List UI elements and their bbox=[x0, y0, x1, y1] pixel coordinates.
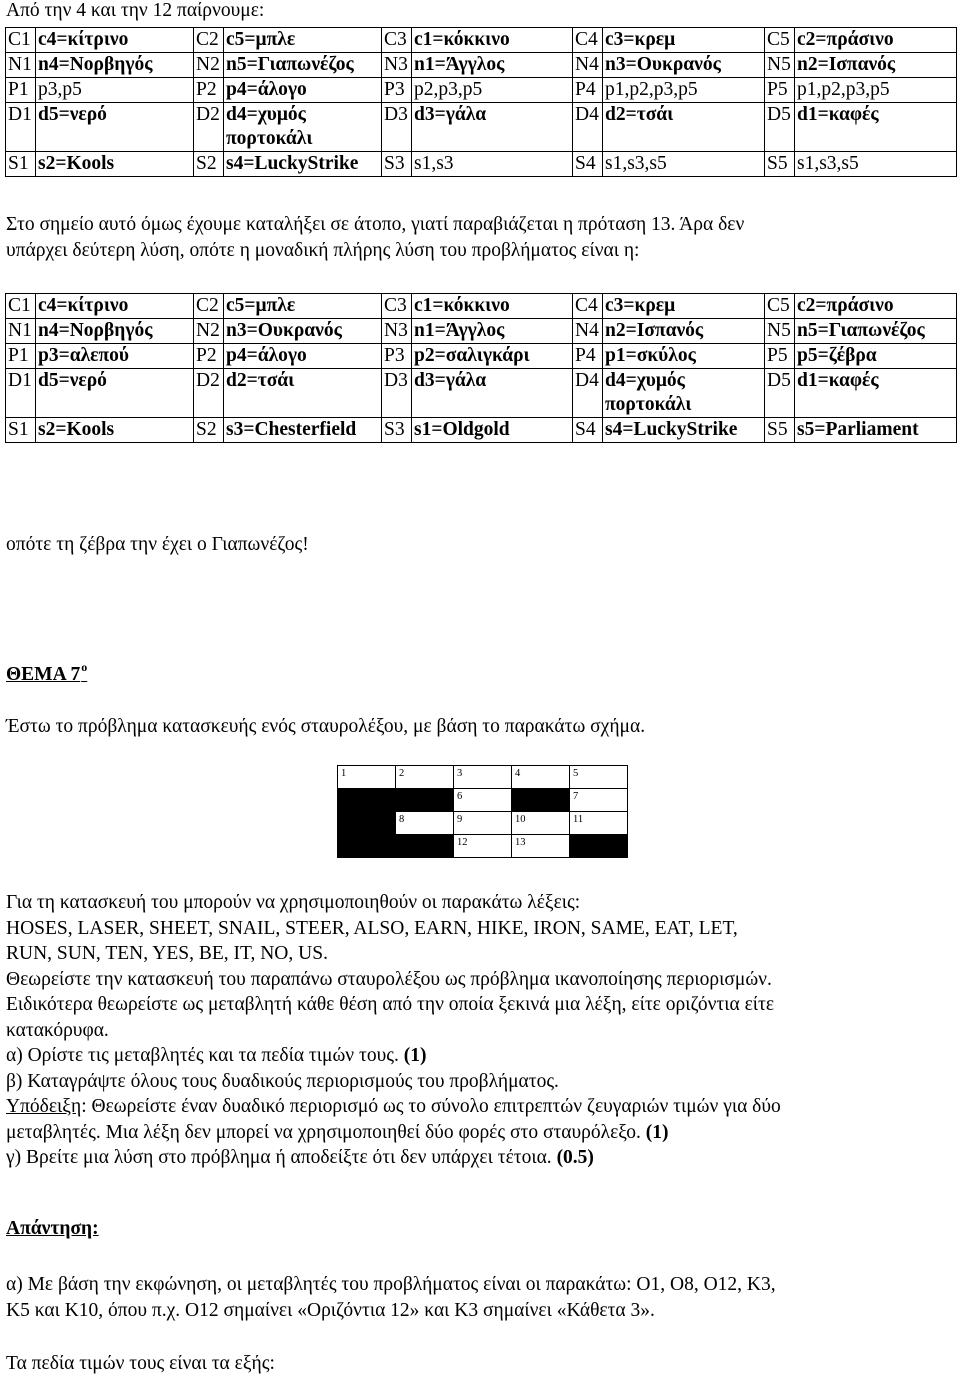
crossword-cell bbox=[454, 766, 512, 789]
section-heading-sup: ο bbox=[81, 660, 88, 674]
value-cell: p3=αλεπού bbox=[36, 344, 194, 369]
value-cell: p1=σκύλος bbox=[603, 344, 765, 369]
value-cell: n5=Γιαπωνέζος bbox=[795, 319, 957, 344]
value-cell: p1,p2,p3,p5 bbox=[603, 78, 765, 103]
crossword-row bbox=[338, 835, 628, 858]
value-cell: c4=κίτρινο bbox=[36, 294, 194, 319]
value-cell: d3=γάλα bbox=[412, 369, 573, 418]
value-cell: s4=LuckyStrike bbox=[224, 152, 382, 177]
crossword-cell bbox=[396, 812, 454, 835]
value-cell: c5=μπλε bbox=[224, 28, 382, 53]
crossword-cell bbox=[454, 789, 512, 812]
crossword-cell bbox=[570, 812, 628, 835]
variable-cell: P2 bbox=[194, 344, 224, 369]
value-cell: s3=Chesterfield bbox=[224, 418, 382, 443]
crossword-row bbox=[338, 789, 628, 812]
value-cell: c1=κόκκινο bbox=[412, 294, 573, 319]
cell-number: 11 bbox=[573, 814, 584, 825]
value-cell: n1=Άγγλος bbox=[412, 319, 573, 344]
variable-cell: N3 bbox=[382, 319, 412, 344]
value-cell: c3=κρεμ bbox=[603, 294, 765, 319]
variable-cell: N5 bbox=[765, 53, 795, 78]
value-cell: n3=Ουκρανός bbox=[603, 53, 765, 78]
variable-cell: S2 bbox=[194, 418, 224, 443]
value-cell: n1=Άγγλος bbox=[412, 53, 573, 78]
answer-heading: Απάντηση: bbox=[6, 1218, 99, 1239]
crossword-cell bbox=[512, 812, 570, 835]
variable-cell: S3 bbox=[382, 418, 412, 443]
word-list-line: RUN, SUN, TEN, YES, BE, IT, NO, US. bbox=[6, 943, 328, 964]
value-cell: p4=άλογο bbox=[224, 78, 382, 103]
value-cell: d2=τσάι bbox=[224, 369, 382, 418]
question-b: β) Καταγράψτε όλους τους δυαδικούς περιορισμούς του προβλήματος. bbox=[6, 1070, 559, 1092]
word-list-line: HOSES, LASER, SHEET, SNAIL, STEER, ALSO, EARN, HIKE, IRON, SAME, EAT, LET, bbox=[6, 917, 738, 939]
variable-cell: D5 bbox=[765, 369, 795, 418]
value-cell: s1=Oldgold bbox=[412, 418, 573, 443]
question-a bbox=[6, 1043, 954, 1069]
table-row bbox=[6, 344, 957, 369]
value-cell: n3=Ουκρανός bbox=[224, 319, 382, 344]
body-line: Θεωρείστε την κατασκευή του παραπάνω σταυρολέξου ως πρόβλημα ικανοποίησης περιορισμών. bbox=[6, 968, 772, 990]
task-body bbox=[6, 890, 954, 1171]
question-a-text: α) Ορίστε τις μεταβλητές και τα πεδία τιμών τους. bbox=[6, 1045, 404, 1066]
variable-cell: C1 bbox=[6, 28, 36, 53]
variable-cell: P3 bbox=[382, 78, 412, 103]
variable-cell: N2 bbox=[194, 53, 224, 78]
variable-cell: P5 bbox=[765, 344, 795, 369]
variable-cell: C2 bbox=[194, 294, 224, 319]
variable-cell: P2 bbox=[194, 78, 224, 103]
value-cell: s1,s3,s5 bbox=[603, 152, 765, 177]
crossword-block bbox=[570, 835, 628, 858]
table-row bbox=[6, 319, 957, 344]
value-cell: p2,p3,p5 bbox=[412, 78, 573, 103]
variable-cell: S5 bbox=[765, 152, 795, 177]
value-cell: p5=ζέβρα bbox=[795, 344, 957, 369]
crossword-cell bbox=[570, 766, 628, 789]
value-cell: c1=κόκκινο bbox=[412, 28, 573, 53]
value-cell: d2=τσάι bbox=[603, 103, 765, 152]
crossword-block bbox=[396, 789, 454, 812]
domains-table bbox=[5, 27, 957, 177]
body-line: Ειδικότερα θεωρείστε ως μεταβλητή κάθε θέση από την οποία ξεκινά μια λέξη, είτε οριζόντια είτε bbox=[6, 994, 775, 1015]
crossword-cell bbox=[396, 766, 454, 789]
value-cell: p1,p2,p3,p5 bbox=[795, 78, 957, 103]
variable-cell: C4 bbox=[573, 294, 603, 319]
cell-number: 8 bbox=[399, 814, 405, 825]
variable-cell: S5 bbox=[765, 418, 795, 443]
crossword-cell bbox=[338, 766, 396, 789]
crossword-cell bbox=[454, 835, 512, 858]
table-row bbox=[6, 53, 957, 78]
hint-text-2: μεταβλητές. Μια λέξη δεν μπορεί να χρησιμοποιηθεί δύο φορές στο σταυρόλεξο. bbox=[6, 1121, 646, 1143]
crossword-row bbox=[338, 812, 628, 835]
table-row bbox=[6, 28, 957, 53]
variable-cell: N3 bbox=[382, 53, 412, 78]
cell-number: 3 bbox=[457, 768, 463, 779]
crossword-block bbox=[338, 835, 396, 858]
table-row bbox=[6, 152, 957, 177]
variable-cell: S3 bbox=[382, 152, 412, 177]
value-cell: c5=μπλε bbox=[224, 294, 382, 319]
variable-cell: P4 bbox=[573, 78, 603, 103]
section-heading-text: ΘΕΜΑ 7 bbox=[6, 664, 81, 685]
value-cell: n4=Νορβηγός bbox=[36, 53, 194, 78]
section-heading bbox=[6, 660, 87, 686]
value-cell: d1=καφές bbox=[795, 103, 957, 152]
variable-cell: P1 bbox=[6, 344, 36, 369]
variable-cell: C5 bbox=[765, 294, 795, 319]
variable-cell: D3 bbox=[382, 103, 412, 152]
table-row bbox=[6, 369, 957, 418]
variable-cell: D5 bbox=[765, 103, 795, 152]
domains-intro: Τα πεδία τιμών τους είναι τα εξής: bbox=[6, 1353, 275, 1374]
crossword-block bbox=[338, 812, 396, 835]
variable-cell: P1 bbox=[6, 78, 36, 103]
question-c-text: γ) Βρείτε μια λύση στο πρόβλημα ή αποδείξτε ότι δεν υπάρχει τέτοια. bbox=[6, 1147, 557, 1168]
variable-cell: N1 bbox=[6, 53, 36, 78]
paragraph-line: υπάρχει δεύτερη λύση, οπότε η μοναδική πλήρης λύση του προβλήματος είναι η: bbox=[6, 239, 640, 261]
value-cell: c2=πράσινο bbox=[795, 28, 957, 53]
hint-text: : Θεωρείστε έναν δυαδικό περιορισμό ως το σύνολο επιτρεπτών ζευγαριών τιμών για δύο bbox=[81, 1096, 781, 1117]
table-row bbox=[6, 294, 957, 319]
table-row bbox=[6, 78, 957, 103]
variable-cell: C4 bbox=[573, 28, 603, 53]
variable-cell: N5 bbox=[765, 319, 795, 344]
cell-number: 10 bbox=[515, 814, 526, 825]
hint-line-2 bbox=[6, 1120, 954, 1146]
answer-line: K5 και K10, όπου π.χ. O12 σημαίνει «Οριζόντια 12» και K3 σημαίνει «Κάθετα 3». bbox=[6, 1299, 655, 1321]
solution-table bbox=[5, 293, 957, 443]
conclusion-line: οπότε τη ζέβρα την έχει ο Γιαπωνέζος! bbox=[6, 534, 309, 555]
value-cell: n2=Ισπανός bbox=[795, 53, 957, 78]
value-cell: d3=γάλα bbox=[412, 103, 573, 152]
value-cell: d4=χυμός πορτοκάλι bbox=[603, 369, 765, 418]
value-cell: s2=Kools bbox=[36, 152, 194, 177]
value-cell: c2=πράσινο bbox=[795, 294, 957, 319]
value-cell: p3,p5 bbox=[36, 78, 194, 103]
body-line: κατακόρυφα. bbox=[6, 1019, 109, 1041]
crossword-block bbox=[396, 835, 454, 858]
variable-cell: S4 bbox=[573, 418, 603, 443]
variable-cell: D3 bbox=[382, 369, 412, 418]
question-c bbox=[6, 1145, 954, 1171]
value-cell: s1,s3,s5 bbox=[795, 152, 957, 177]
answer-paragraph bbox=[6, 1272, 954, 1323]
value-cell: d5=νερό bbox=[36, 369, 194, 418]
variable-cell: S4 bbox=[573, 152, 603, 177]
variable-cell: D1 bbox=[6, 103, 36, 152]
crossword-block bbox=[512, 789, 570, 812]
crossword-cell bbox=[512, 766, 570, 789]
variable-cell: N4 bbox=[573, 53, 603, 78]
value-cell: p2=σαλιγκάρι bbox=[412, 344, 573, 369]
value-cell: n4=Νορβηγός bbox=[36, 319, 194, 344]
value-cell: p4=άλογο bbox=[224, 344, 382, 369]
value-cell: d4=χυμός πορτοκάλι bbox=[224, 103, 382, 152]
value-cell: n5=Γιαπωνέζος bbox=[224, 53, 382, 78]
variable-cell: C3 bbox=[382, 28, 412, 53]
question-a-points: (1) bbox=[403, 1045, 427, 1066]
value-cell: s2=Kools bbox=[36, 418, 194, 443]
variable-cell: D4 bbox=[573, 369, 603, 418]
table-row bbox=[6, 418, 957, 443]
crossword-row bbox=[338, 766, 628, 789]
question-c-points: (0.5) bbox=[556, 1147, 594, 1168]
value-cell: s4=LuckyStrike bbox=[603, 418, 765, 443]
variable-cell: C1 bbox=[6, 294, 36, 319]
variable-cell: S2 bbox=[194, 152, 224, 177]
variable-cell: S1 bbox=[6, 152, 36, 177]
variable-cell: C3 bbox=[382, 294, 412, 319]
body-line: Για τη κατασκευή του μπορούν να χρησιμοποιηθούν οι παρακάτω λέξεις: bbox=[6, 892, 581, 913]
hint-line bbox=[6, 1094, 954, 1120]
value-cell: d1=καφές bbox=[795, 369, 957, 418]
intro-line: Από την 4 και την 12 παίρνουμε: bbox=[6, 0, 265, 21]
variable-cell: P4 bbox=[573, 344, 603, 369]
variable-cell: D2 bbox=[194, 103, 224, 152]
variable-cell: P3 bbox=[382, 344, 412, 369]
value-cell: n2=Ισπανός bbox=[603, 319, 765, 344]
value-cell: s5=Parliament bbox=[795, 418, 957, 443]
value-cell: s1,s3 bbox=[412, 152, 573, 177]
task-intro: Έστω το πρόβλημα κατασκευής ενός σταυρολέξου, με βάση το παρακάτω σχήμα. bbox=[6, 716, 646, 737]
variable-cell: P5 bbox=[765, 78, 795, 103]
value-cell: d5=νερό bbox=[36, 103, 194, 152]
crossword-grid bbox=[337, 765, 628, 858]
variable-cell: D2 bbox=[194, 369, 224, 418]
contradiction-paragraph bbox=[6, 212, 954, 263]
variable-cell: N2 bbox=[194, 319, 224, 344]
hint-label: Υπόδειξη bbox=[6, 1096, 82, 1117]
variable-cell: N4 bbox=[573, 319, 603, 344]
answer-line: α) Με βάση την εκφώνηση, οι μεταβλητές του προβλήματος είναι οι παρακάτω: O1, O8, O12, K3, bbox=[6, 1274, 776, 1295]
value-cell: c3=κρεμ bbox=[603, 28, 765, 53]
variable-cell: C5 bbox=[765, 28, 795, 53]
variable-cell: D4 bbox=[573, 103, 603, 152]
value-cell: c4=κίτρινο bbox=[36, 28, 194, 53]
cell-number: 6 bbox=[457, 791, 463, 802]
cell-number: 1 bbox=[341, 768, 347, 779]
cell-number: 2 bbox=[399, 768, 405, 779]
cell-number: 7 bbox=[573, 791, 579, 802]
cell-number: 12 bbox=[457, 837, 468, 848]
variable-cell: S1 bbox=[6, 418, 36, 443]
crossword-block bbox=[338, 789, 396, 812]
paragraph-line: Στο σημείο αυτό όμως έχουμε καταλήξει σε άτοπο, γιατί παραβιάζεται η πρόταση 13. Άρα δεν bbox=[6, 214, 745, 235]
cell-number: 13 bbox=[515, 837, 526, 848]
table-row bbox=[6, 103, 957, 152]
variable-cell: N1 bbox=[6, 319, 36, 344]
variable-cell: D1 bbox=[6, 369, 36, 418]
crossword-cell bbox=[570, 789, 628, 812]
cell-number: 9 bbox=[457, 814, 463, 825]
hint-points: (1) bbox=[645, 1121, 669, 1143]
variable-cell: C2 bbox=[194, 28, 224, 53]
crossword-cell bbox=[512, 835, 570, 858]
cell-number: 5 bbox=[573, 768, 579, 779]
cell-number: 4 bbox=[515, 768, 521, 779]
crossword-cell bbox=[454, 812, 512, 835]
